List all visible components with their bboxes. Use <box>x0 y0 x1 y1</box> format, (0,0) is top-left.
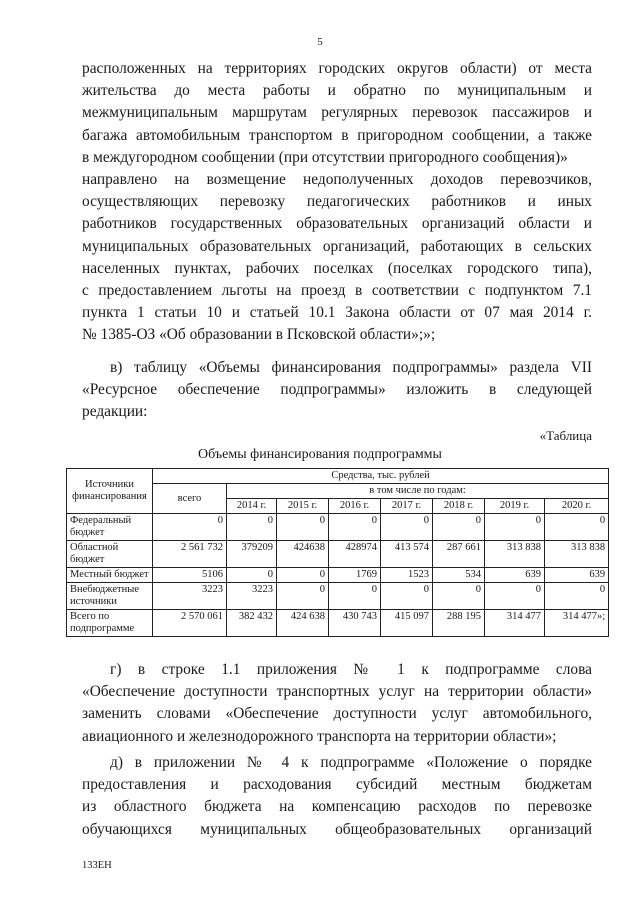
cell-value: 0 <box>381 583 433 610</box>
cell-value: 0 <box>485 514 545 541</box>
text-line: д) в приложении № 4 к подпрограмме «Положение о порядке <box>110 754 592 771</box>
text-line: межмуниципальным маршрутам регулярных перевозок пассажиров и <box>82 104 592 122</box>
cell-value: 413 574 <box>381 541 433 568</box>
cell-value: 639 <box>485 568 545 583</box>
header-year: 2017 г. <box>381 499 433 514</box>
cell-total: 5106 <box>153 568 227 583</box>
row-label: Областной бюджет <box>67 541 153 568</box>
page-number: 5 <box>317 36 323 48</box>
cell-total: 2 570 061 <box>153 610 227 637</box>
cell-value: 0 <box>485 583 545 610</box>
paragraph-2 <box>82 357 592 424</box>
cell-value: 415 097 <box>381 610 433 637</box>
header-source: Источники финансирования <box>67 469 153 514</box>
cell-value: 1769 <box>329 568 381 583</box>
cell-value: 424638 <box>277 541 329 568</box>
row-label: Внебюджетные источники <box>67 583 153 610</box>
cell-value: 0 <box>433 514 485 541</box>
header-year: 2018 г. <box>433 499 485 514</box>
cell-value: 430 743 <box>329 610 381 637</box>
text-line: в) таблицу «Объемы финансирования подпрограммы» раздела VII <box>110 359 592 376</box>
header-by-years: в том числе по годам: <box>227 484 609 499</box>
text-line: пункта 1 статьи 10 и статьей 10.1 Закона области от 07 мая 2014 г. <box>82 304 592 322</box>
text-line: редакции: <box>82 403 148 421</box>
table-row <box>67 514 609 541</box>
text-line: расположенных на территориях городских округов области) от места <box>82 60 592 77</box>
funding-table <box>66 468 609 637</box>
cell-value: 314 477 <box>485 610 545 637</box>
table-title: Объемы финансирования подпрограммы <box>198 447 442 462</box>
cell-value: 0 <box>277 514 329 541</box>
header-funds: Средства, тыс. рублей <box>153 469 609 484</box>
text-line: авиационного и железнодорожного транспорта на территории области»; <box>82 727 557 745</box>
cell-value: 0 <box>227 514 277 541</box>
cell-value: 313 838 <box>485 541 545 568</box>
text-line: г) в строке 1.1 приложения № 1 к подпрограмме слова <box>110 661 592 678</box>
text-line: обучающихся муниципальных общеобразовательных организаций <box>82 820 592 838</box>
text-line: № 1385-ОЗ «Об образовании в Псковской области»;»; <box>82 326 436 344</box>
cell-value: 313 838 <box>545 541 609 568</box>
row-label: Местный бюджет <box>67 568 153 583</box>
text-line: из областного бюджета на компенсацию расходов по перевозке <box>82 798 592 816</box>
table-row <box>67 568 609 583</box>
cell-value: 534 <box>433 568 485 583</box>
text-line: в междугородном сообщении (при отсутствии пригородного сообщения)» <box>82 148 568 166</box>
header-year: 2020 г. <box>545 499 609 514</box>
cell-value: 428974 <box>329 541 381 568</box>
paragraph-1 <box>82 58 592 347</box>
cell-value: 0 <box>277 568 329 583</box>
cell-value: 1523 <box>381 568 433 583</box>
cell-value: 0 <box>329 514 381 541</box>
cell-value: 0 <box>545 514 609 541</box>
text-line: муниципальных образовательных организаций, работающих в сельских <box>82 237 592 255</box>
cell-total: 3223 <box>153 583 227 610</box>
cell-value: 0 <box>277 583 329 610</box>
cell-value: 0 <box>545 583 609 610</box>
text-line: осуществляющих перевозку педагогических работников и иных <box>82 193 592 211</box>
row-label: Всего по подпрограмме <box>67 610 153 637</box>
header-year: 2016 г. <box>329 499 381 514</box>
cell-value: 314 477»; <box>545 610 609 637</box>
table-caption: «Таблица <box>539 428 592 443</box>
paragraph-4 <box>82 752 592 841</box>
text-line: работников государственных образовательных организаций области и <box>82 215 592 233</box>
cell-value: 639 <box>545 568 609 583</box>
text-line: «Ресурсное обеспечение подпрограммы» изложить в следующей <box>82 381 592 399</box>
document-code: 133ЕН <box>82 860 112 871</box>
header-year: 2014 г. <box>227 499 277 514</box>
text-line: «Обеспечение доступности транспортных услуг на территории области» <box>82 683 592 701</box>
text-line: направлено на возмещение недополученных доходов перевозчиков, <box>82 171 592 189</box>
text-line: предоставления и расходования субсидий местным бюджетам <box>82 776 592 794</box>
text-line: жительства до места работы и обратно по муниципальным и <box>82 82 592 100</box>
cell-total: 2 561 732 <box>153 541 227 568</box>
paragraph-3 <box>82 659 592 748</box>
text-line: с предоставлением льготы на проезд в соответствии с подпунктом 7.1 <box>82 282 592 300</box>
header-total: всего <box>153 484 227 514</box>
header-year: 2015 г. <box>277 499 329 514</box>
cell-value: 0 <box>227 568 277 583</box>
cell-value: 424 638 <box>277 610 329 637</box>
header-year: 2019 г. <box>485 499 545 514</box>
text-line: багажа автомобильным транспортом в пригородном сообщении, а также <box>82 126 592 144</box>
cell-value: 287 661 <box>433 541 485 568</box>
table-row <box>67 541 609 568</box>
cell-value: 288 195 <box>433 610 485 637</box>
cell-value: 379209 <box>227 541 277 568</box>
cell-total: 0 <box>153 514 227 541</box>
cell-value: 382 432 <box>227 610 277 637</box>
cell-value: 0 <box>433 583 485 610</box>
table-row <box>67 583 609 610</box>
cell-value: 3223 <box>227 583 277 610</box>
text-line: заменить словами «Обеспечение доступности услуг автомобильного, <box>82 705 592 723</box>
text-line: населенных пунктах, рабочих поселках (поселках городского типа), <box>82 259 592 277</box>
row-label: Федеральный бюджет <box>67 514 153 541</box>
cell-value: 0 <box>329 583 381 610</box>
cell-value: 0 <box>381 514 433 541</box>
table-row <box>67 610 609 637</box>
